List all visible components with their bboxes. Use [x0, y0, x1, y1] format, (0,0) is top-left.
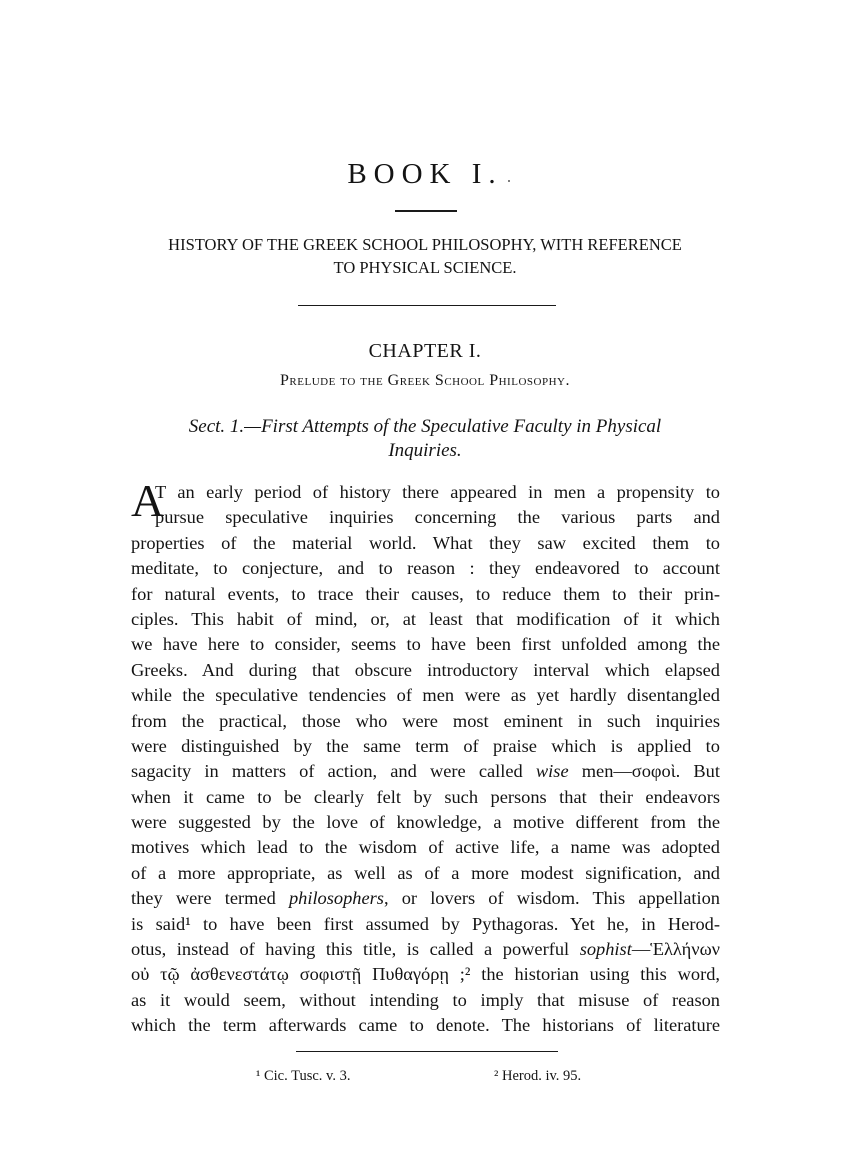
ink-speck [508, 180, 510, 182]
body-line: sagacity in matters of action, and were called wise men—σοφοὶ. But [131, 761, 720, 782]
footnote-1: ¹ Cic. Tusc. v. 3. [256, 1068, 351, 1084]
body-line: were suggested by the love of knowledge, a motive different from the [131, 812, 720, 833]
body-line: which the term afterwards came to denote. The historians of literature [131, 1015, 720, 1036]
section-heading [100, 415, 750, 463]
body-line: Greeks. And during that obscure introductory interval which elapsed [131, 659, 720, 680]
body-line: motives which lead to the wisdom of active life, a name was adopted [131, 837, 720, 858]
body-line: T an early period of history there appeared in men a propensity to [155, 482, 720, 502]
body-line: we have here to consider, seems to have been first unfolded among the [131, 634, 720, 655]
body-line: meditate, to conjecture, and to reason : they endeavored to account [131, 558, 720, 579]
body-line: when it came to be clearly felt by such persons that their endeavors [131, 786, 720, 807]
body-line: were distinguished by the same term of praise which is applied to [131, 735, 720, 756]
title-rule [395, 210, 457, 212]
body-text [131, 480, 720, 1039]
section-title-line-2: Inquiries. [388, 440, 462, 461]
section-label: Sect. 1. [188, 416, 245, 437]
body-line: properties of the material world. What they saw excited them to [131, 532, 720, 553]
body-line: ciples. This habit of mind, or, at least that modification of it which [131, 608, 720, 629]
history-title-line-1: HISTORY OF THE GREEK SCHOOL PHILOSOPHY, WITH REFERENCE [168, 235, 682, 254]
chapter-rule [298, 305, 556, 306]
body-line: οὐ τῷ ἀσθενεστάτῳ σοφιστῇ Πυθαγόρῃ ;² the historian using this word, [131, 964, 720, 985]
body-line: they were termed philosophers, or lovers of wisdom. This appellation [131, 888, 721, 909]
prelude-heading: Prelude to the Greek School Philosophy. [280, 372, 570, 389]
body-line: while the speculative tendencies of men were as yet hardly disentangled [131, 685, 720, 706]
chapter-title: CHAPTER I. [368, 340, 482, 362]
history-title-line-2: TO PHYSICAL SCIENCE. [333, 258, 517, 277]
body-line: pursue speculative inquiries concerning the various parts and [155, 507, 720, 528]
section-title-line-1: —First Attempts of the Speculative Faculty in Physical [244, 416, 662, 437]
body-line: otus, instead of having this title, is called a powerful sophist—Ἑλλήνων [131, 939, 720, 960]
footnote-2: ² Herod. iv. 95. [494, 1068, 582, 1084]
footnote-rule [296, 1051, 558, 1052]
body-line: of a more appropriate, as well as of a more modest signification, and [131, 862, 720, 883]
history-title [100, 233, 750, 279]
drop-cap: A [131, 475, 165, 526]
body-line: as it would seem, without intending to imply that misuse of reason [131, 989, 720, 1010]
body-line: from the practical, those who were most eminent in such inquiries [131, 710, 720, 731]
body-line: for natural events, to trace their causes, to reduce them to their prin- [131, 583, 720, 604]
body-line: is said¹ to have been first assumed by Pythagoras. Yet he, in Herod- [131, 913, 720, 934]
book-title: BOOK I. [347, 158, 503, 190]
